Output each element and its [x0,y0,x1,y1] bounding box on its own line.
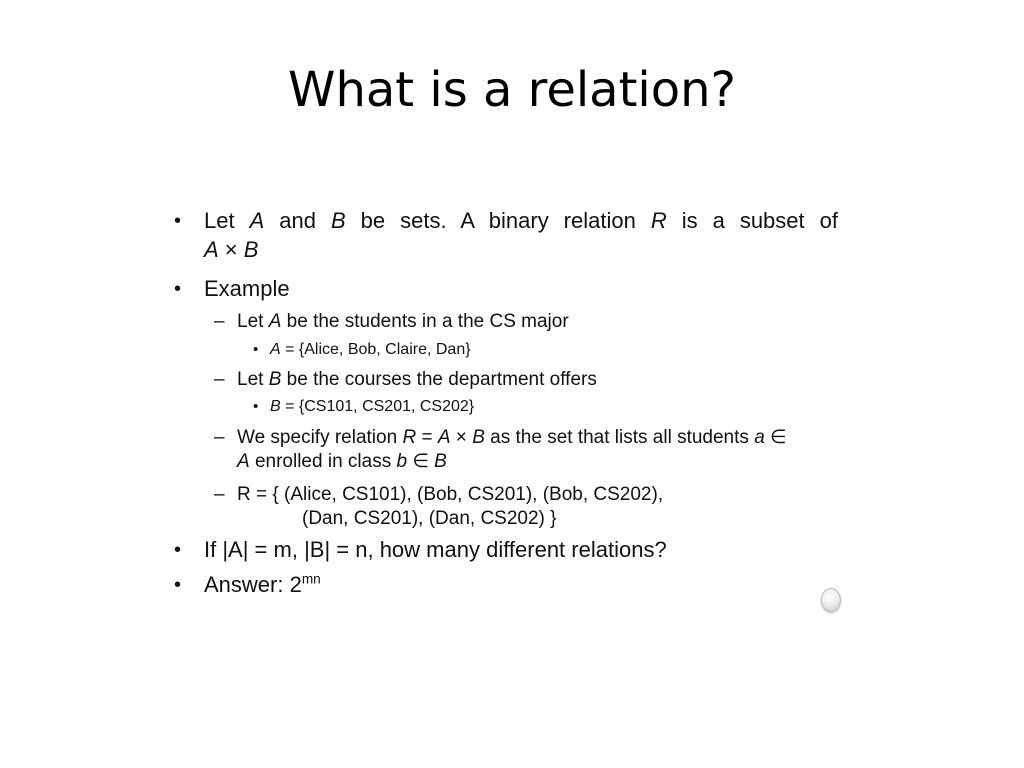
relation-spec-line-2: A enrolled in class b ∈ B [237,451,447,472]
set-b-definition: B = {CS101, CS201, CS202} [270,398,475,415]
set-a-definition: A = {Alice, Bob, Claire, Dan} [270,341,471,358]
sub-bullet-courses: Let B be the courses the department offers [237,369,597,390]
bullet-marker: • [174,574,182,596]
relation-example-line-1: R = { (Alice, CS101), (Bob, CS201), (Bob, CS202), [237,484,664,505]
answer-text: Answer: 2 [204,572,302,597]
bullet-marker: • [174,539,182,561]
bullet-definition-line-1: Let A and B be sets. A binary relation R is a subset of [204,208,838,233]
relation-spec-line-1: We specify relation R = A × B as the set that lists all students a ∈ [237,427,787,448]
laser-pointer-icon [821,588,841,612]
bullet-answer [204,571,321,599]
relation-example-line-2: (Dan, CS201), (Dan, CS202) } [302,508,557,529]
bullet-marker: • [174,278,182,300]
bullet-marker: • [253,341,259,358]
answer-exponent: mn [301,571,321,587]
bullet-example: Example [204,276,290,301]
slide-title: What is a relation? [287,62,737,118]
dash-marker: – [214,369,225,390]
sub-bullet-students: Let A be the students in a the CS major [237,311,569,332]
bullet-definition-line-2: A × B [204,237,259,262]
dash-marker: – [214,427,225,448]
dash-marker: – [214,484,225,505]
bullet-question: If |A| = m, |B| = n, how many different relations? [204,537,667,562]
bullet-marker: • [253,398,259,415]
bullet-marker: • [174,210,182,232]
dash-marker: – [214,311,225,332]
